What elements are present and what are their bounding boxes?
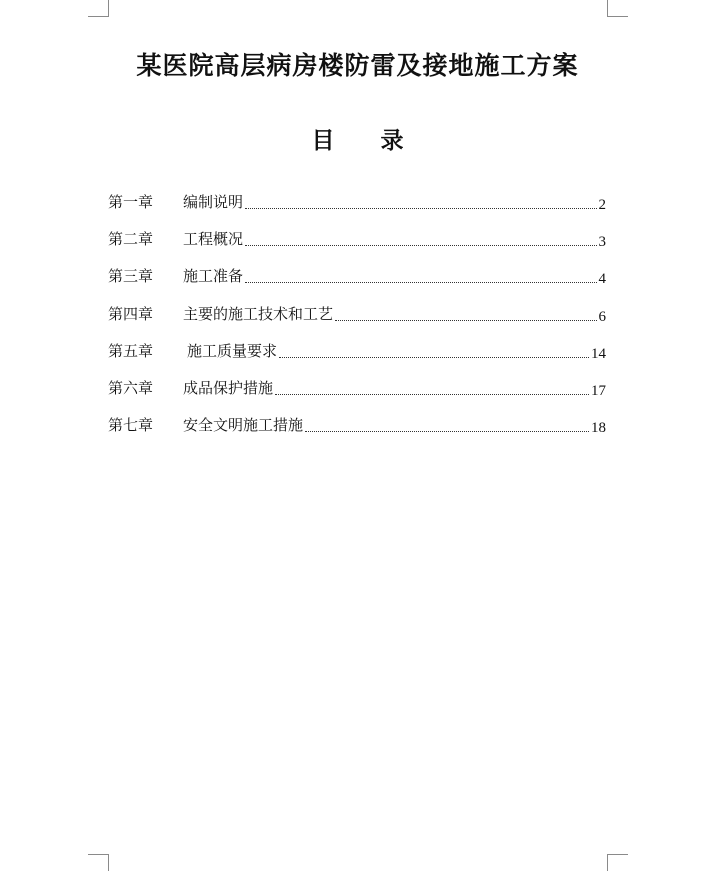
toc-heading-char-1: 目 [311,127,335,154]
crop-mark-top-left [88,0,109,17]
toc-heading [0,122,715,155]
crop-mark-top-right [607,0,628,17]
crop-mark-bottom-right [607,854,628,871]
toc-dot-leader [245,266,596,283]
toc-chapter-label: 第一章 [108,193,154,211]
crop-mark-bottom-left [88,854,109,871]
toc-page-number: 3 [598,234,606,251]
toc-dot-leader [245,192,596,209]
toc-entry-title: 安全文明施工措施 [183,416,304,435]
toc-entry-title: 施工质量要求 [187,341,278,360]
toc-dot-leader [279,341,589,358]
toc-chapter-label: 第五章 [108,341,154,360]
toc-chapter-label: 第六章 [108,378,154,397]
toc-entry-title: 编制说明 [183,193,244,211]
toc-entry-chapter-5[interactable] [108,341,606,378]
table-of-contents [108,192,606,452]
toc-page-number: 2 [598,197,606,213]
toc-entry-chapter-4[interactable] [108,304,606,341]
toc-dot-leader [275,378,589,395]
toc-entry-title: 主要的施工技术和工艺 [183,304,334,323]
toc-entry-chapter-7[interactable] [108,415,606,452]
toc-entry-chapter-3[interactable] [108,266,606,303]
toc-page-number: 6 [598,308,606,325]
toc-entry-chapter-6[interactable] [108,378,606,415]
toc-entry-chapter-2[interactable] [108,229,606,266]
document-title: 某医院高层病房楼防雷及接地施工方案 [136,51,579,80]
toc-page-number: 17 [591,382,606,399]
toc-page-number: 4 [598,271,606,288]
toc-entry-title: 工程概况 [183,230,244,249]
toc-entry-chapter-1[interactable] [108,192,606,229]
toc-entry-title: 施工准备 [183,267,244,286]
toc-dot-leader [335,304,596,321]
toc-dot-leader [245,229,596,246]
toc-page-number: 14 [591,345,606,362]
toc-heading-char-2: 录 [380,127,404,154]
toc-chapter-label: 第七章 [108,416,154,435]
toc-chapter-label: 第二章 [108,230,154,249]
toc-dot-leader [305,415,589,432]
toc-chapter-label: 第四章 [108,304,154,323]
toc-page-number: 18 [591,420,606,437]
toc-chapter-label: 第三章 [108,267,154,286]
toc-entry-title: 成品保护措施 [183,378,274,397]
